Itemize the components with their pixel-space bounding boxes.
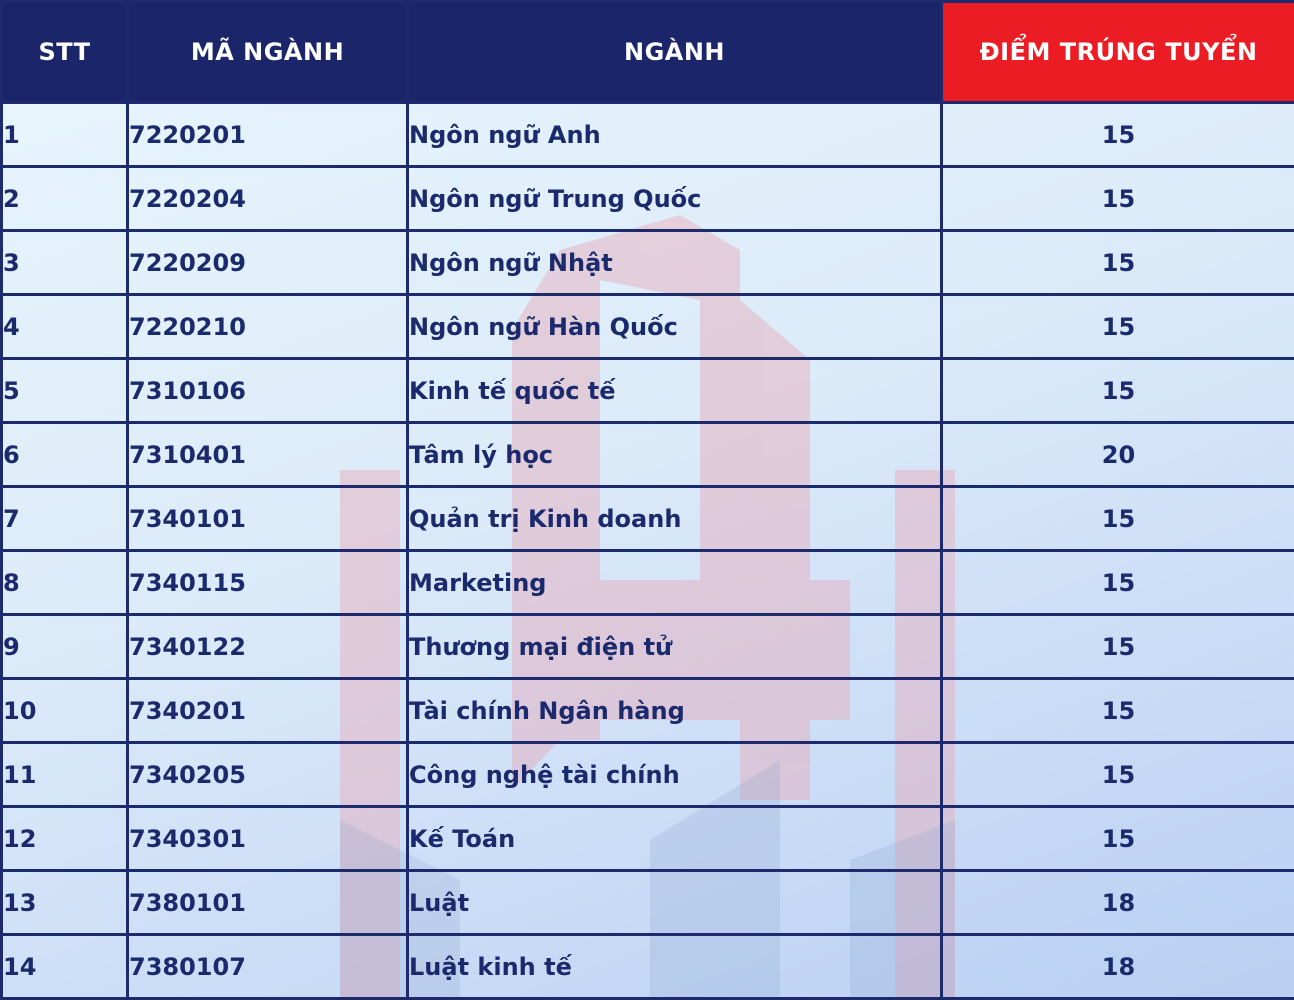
row-stt: 2 <box>2 167 128 231</box>
row-stt: 4 <box>2 295 128 359</box>
row-stt: 14 <box>2 935 128 999</box>
header-major-name: NGÀNH <box>408 2 942 103</box>
row-major-code: 7220204 <box>128 167 408 231</box>
row-major-name: Tài chính Ngân hàng <box>408 679 942 743</box>
row-score: 15 <box>942 679 1294 743</box>
header-major-code: MÃ NGÀNH <box>128 2 408 103</box>
row-score: 15 <box>942 231 1294 295</box>
row-major-code: 7220209 <box>128 231 408 295</box>
row-score: 15 <box>942 103 1294 167</box>
table-row <box>2 359 1294 423</box>
row-major-name: Thương mại điện tử <box>408 615 942 679</box>
row-major-name: Luật kinh tế <box>408 935 942 999</box>
row-major-name: Quản trị Kinh doanh <box>408 487 942 551</box>
row-major-code: 7340205 <box>128 743 408 807</box>
header-stt: STT <box>2 2 128 103</box>
row-major-code: 7220210 <box>128 295 408 359</box>
row-score: 15 <box>942 615 1294 679</box>
table-row <box>2 295 1294 359</box>
row-score: 18 <box>942 935 1294 999</box>
row-major-code: 7310401 <box>128 423 408 487</box>
row-score: 15 <box>942 807 1294 871</box>
row-stt: 12 <box>2 807 128 871</box>
row-major-code: 7340301 <box>128 807 408 871</box>
table-row <box>2 487 1294 551</box>
row-stt: 1 <box>2 103 128 167</box>
row-stt: 10 <box>2 679 128 743</box>
row-major-name: Ngôn ngữ Anh <box>408 103 942 167</box>
row-major-name: Kế Toán <box>408 807 942 871</box>
row-major-name: Tâm lý học <box>408 423 942 487</box>
table-row <box>2 743 1294 807</box>
header-admission-score: ĐIỂM TRÚNG TUYỂN <box>942 2 1294 103</box>
row-score: 15 <box>942 551 1294 615</box>
row-major-code: 7380101 <box>128 871 408 935</box>
table-row <box>2 103 1294 167</box>
table-row <box>2 231 1294 295</box>
row-score: 15 <box>942 167 1294 231</box>
table-row <box>2 551 1294 615</box>
row-major-name: Ngôn ngữ Trung Quốc <box>408 167 942 231</box>
row-score: 15 <box>942 359 1294 423</box>
row-stt: 3 <box>2 231 128 295</box>
row-major-code: 7340101 <box>128 487 408 551</box>
row-stt: 7 <box>2 487 128 551</box>
table-row <box>2 423 1294 487</box>
row-major-code: 7380107 <box>128 935 408 999</box>
row-score: 18 <box>942 871 1294 935</box>
row-major-code: 7340122 <box>128 615 408 679</box>
row-stt: 13 <box>2 871 128 935</box>
table-row <box>2 679 1294 743</box>
row-score: 15 <box>942 295 1294 359</box>
row-major-name: Marketing <box>408 551 942 615</box>
row-major-name: Luật <box>408 871 942 935</box>
row-major-name: Ngôn ngữ Hàn Quốc <box>408 295 942 359</box>
row-stt: 5 <box>2 359 128 423</box>
table-row <box>2 615 1294 679</box>
table-row <box>2 935 1294 999</box>
row-score: 20 <box>942 423 1294 487</box>
header-row <box>2 2 1294 103</box>
row-stt: 6 <box>2 423 128 487</box>
table-row <box>2 871 1294 935</box>
table-row <box>2 167 1294 231</box>
row-stt: 11 <box>2 743 128 807</box>
row-major-code: 7340201 <box>128 679 408 743</box>
row-major-code: 7340115 <box>128 551 408 615</box>
row-major-name: Kinh tế quốc tế <box>408 359 942 423</box>
row-major-name: Ngôn ngữ Nhật <box>408 231 942 295</box>
row-major-name: Công nghệ tài chính <box>408 743 942 807</box>
row-major-code: 7310106 <box>128 359 408 423</box>
row-score: 15 <box>942 743 1294 807</box>
row-score: 15 <box>942 487 1294 551</box>
row-major-code: 7220201 <box>128 103 408 167</box>
row-stt: 9 <box>2 615 128 679</box>
row-stt: 8 <box>2 551 128 615</box>
table-row <box>2 807 1294 871</box>
